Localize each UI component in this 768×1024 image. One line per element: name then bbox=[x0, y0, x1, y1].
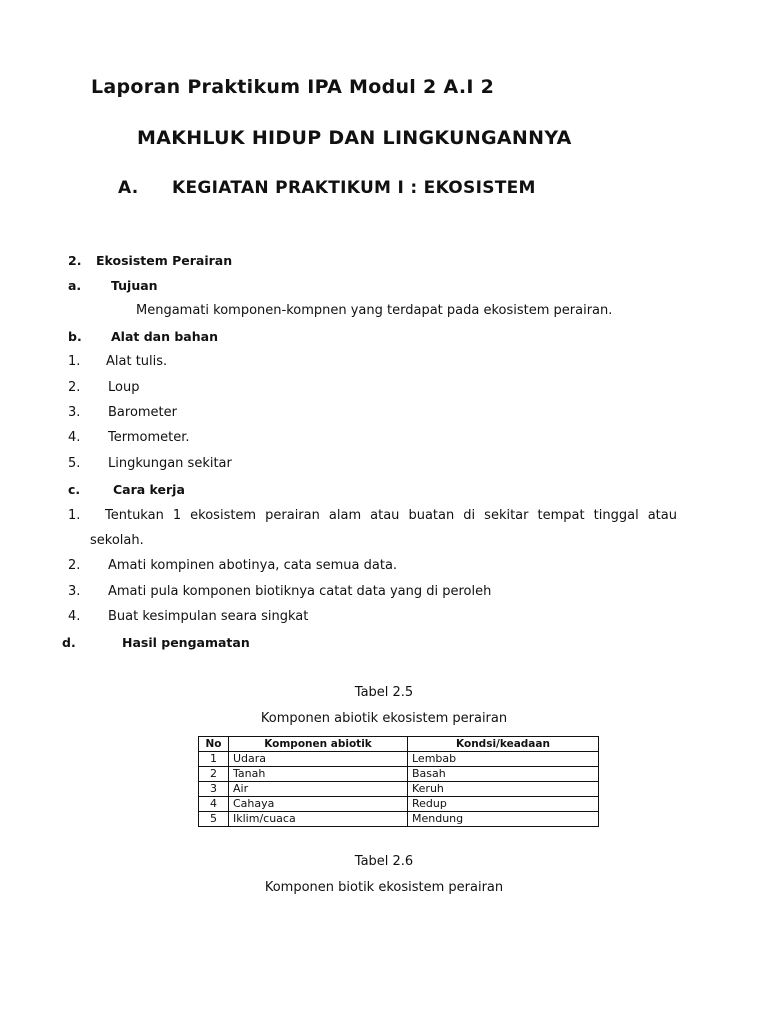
activity-letter: A. bbox=[118, 178, 139, 198]
table-cell: 3 bbox=[199, 782, 229, 797]
tujuan-text: Mengamati komponen-kompnen yang terdapat pada ekosistem perairan. bbox=[136, 303, 613, 318]
alat-letter: b. bbox=[68, 329, 82, 344]
table-row bbox=[199, 782, 599, 797]
list-item-number: 3. bbox=[68, 405, 81, 420]
list-item-number: 4. bbox=[68, 609, 81, 624]
table-cell: 1 bbox=[199, 752, 229, 767]
list-item-number: 1. bbox=[68, 354, 81, 369]
table-cell: Udara bbox=[229, 752, 408, 767]
list-item: Lingkungan sekitar bbox=[108, 456, 232, 471]
table-row bbox=[199, 812, 599, 827]
list-item-number: 2. bbox=[68, 380, 81, 395]
list-item: Alat tulis. bbox=[106, 354, 168, 369]
table-row bbox=[199, 752, 599, 767]
list-item: Amati pula komponen biotiknya catat data yang di peroleh bbox=[108, 584, 492, 599]
table-cell: Air bbox=[229, 782, 408, 797]
column-header: Kondsi/keadaan bbox=[408, 737, 599, 752]
table-cell: Lembab bbox=[408, 752, 599, 767]
report-title: Laporan Praktikum IPA Modul 2 A.I 2 bbox=[91, 76, 495, 98]
table-label: Tabel 2.5 bbox=[354, 685, 414, 700]
table-header-row bbox=[199, 737, 599, 752]
list-item: Loup bbox=[108, 380, 140, 395]
column-header: No bbox=[199, 737, 229, 752]
table-cell: 5 bbox=[199, 812, 229, 827]
list-item-number: 4. bbox=[68, 430, 81, 445]
list-item-number: 1. bbox=[68, 508, 81, 523]
list-item: Barometer bbox=[108, 405, 177, 420]
alat-title: Alat dan bahan bbox=[111, 329, 218, 344]
cara-title: Cara kerja bbox=[113, 482, 185, 497]
hasil-letter: d. bbox=[62, 635, 76, 650]
list-item-number: 2. bbox=[68, 558, 81, 573]
list-item-continuation: sekolah. bbox=[90, 533, 144, 548]
table-row bbox=[199, 767, 599, 782]
section-title: Ekosistem Perairan bbox=[96, 253, 233, 268]
hasil-title: Hasil pengamatan bbox=[122, 635, 250, 650]
cara-letter: c. bbox=[68, 482, 81, 497]
table-cell: Mendung bbox=[408, 812, 599, 827]
table-caption: Komponen biotik ekosistem perairan bbox=[264, 880, 504, 895]
table-cell: Keruh bbox=[408, 782, 599, 797]
table-cell: 2 bbox=[199, 767, 229, 782]
table-cell: Cahaya bbox=[229, 797, 408, 812]
list-item: Termometer. bbox=[108, 430, 190, 445]
table-row bbox=[199, 797, 599, 812]
table-cell: Tanah bbox=[229, 767, 408, 782]
list-item-number: 5. bbox=[68, 456, 81, 471]
abiotic-table bbox=[198, 736, 599, 827]
list-item: Amati kompinen abotinya, cata semua data. bbox=[108, 558, 398, 573]
column-header: Komponen abiotik bbox=[229, 737, 408, 752]
table-cell: Redup bbox=[408, 797, 599, 812]
tujuan-letter: a. bbox=[68, 278, 82, 293]
table-cell: Iklim/cuaca bbox=[229, 812, 408, 827]
table-cell: Basah bbox=[408, 767, 599, 782]
chapter-title: MAKHLUK HIDUP DAN LINGKUNGANNYA bbox=[137, 127, 572, 149]
list-item-number: 3. bbox=[68, 584, 81, 599]
table-label: Tabel 2.6 bbox=[354, 854, 414, 869]
table-cell: 4 bbox=[199, 797, 229, 812]
activity-title: KEGIATAN PRAKTIKUM I : EKOSISTEM bbox=[172, 178, 536, 198]
tujuan-title: Tujuan bbox=[111, 278, 158, 293]
table-caption: Komponen abiotik ekosistem perairan bbox=[260, 711, 508, 726]
section-number: 2. bbox=[68, 253, 82, 268]
list-item: Buat kesimpulan seara singkat bbox=[108, 609, 309, 624]
list-item: Tentukan 1 ekosistem perairan alam atau buatan di sekitar tempat tinggal atau bbox=[105, 508, 677, 523]
